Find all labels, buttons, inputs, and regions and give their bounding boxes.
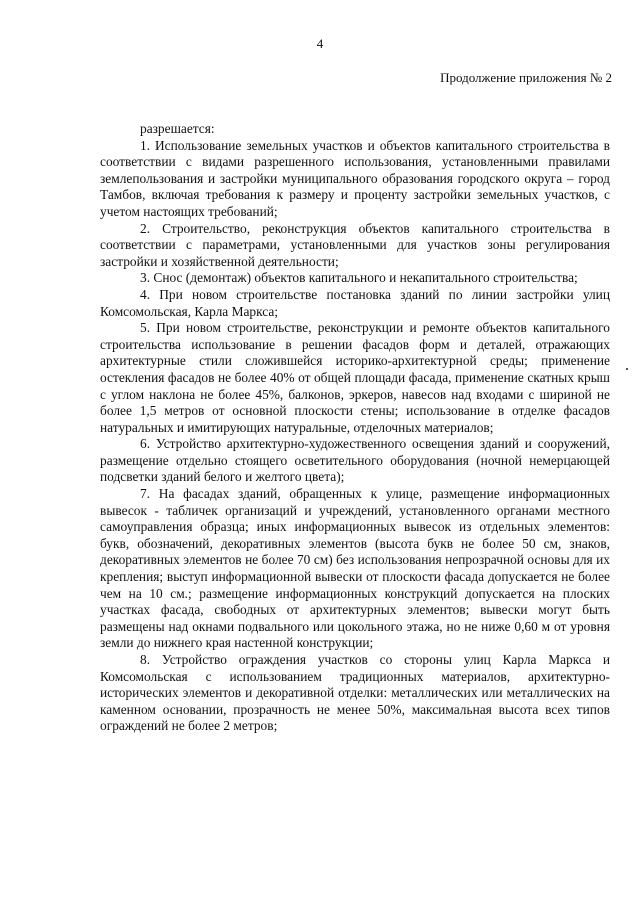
- page-number: 4: [316, 36, 324, 51]
- intro-line: разрешается:: [140, 121, 215, 136]
- document-body: [100, 121, 610, 735]
- list-item-3: 3. Снос (демонтаж) объектов капитального и некапитального строительства;: [140, 270, 578, 286]
- list-item-8: 8. Устройство ограждения участков со стороны улиц Карла Маркса и Комсомольская с использованием традиционных материалов, архитектурно-исторических элементов и декоративной отделки: металлических или металлических на каменном основании, прозрачность не менее 50%, максимальная высота всех типов ограждений не более 2 метров;: [100, 652, 610, 734]
- list-item-2: 2. Строительство, реконструкция объектов капитального строительства в соответствии с параметрами, установленными для участков зоны регулирования застройки и хозяйственной деятельности;: [100, 220, 610, 269]
- list-item-4: 4. При новом строительстве постановка зданий по линии застройки улиц Комсомольская, Карла Маркса;: [100, 286, 610, 319]
- list-item-7: 7. На фасадах зданий, обращенных к улице, размещение информационных вывесок - табличек организаций и учреждений, установленного органами местного самоуправления образца; иных информационных вывесок из отдельных элементов: букв, обозначений, декоративных элементов (высота букв не более 50 см, знаков, декоративных элементов не более 70 см) без использования непрозрачной основы для их крепления; выступ информационной вывески от плоскости фасада допускается не более чем на 10 см.; размещение информационных конструкций допускается на плоских участках фасада, свободных от архитектурных элементов; вывески могут быть размещены над окнами подвального или цокольного этажа, но не ниже 0,60 м от уровня земли до нижнего края настенной конструкции;: [100, 486, 610, 651]
- list-item-6: 6. Устройство архитектурно-художественного освещения зданий и сооружений, размещение отдельно стоящего осветительного оборудования (ночной немерцающей подсветки зданий белого и желтого цвета);: [100, 436, 610, 485]
- list-item-1: 1. Использование земельных участков и объектов капитального строительства в соответствии с видами разрешенного использования, установленными правилами землепользования и застройки муниципального образования городского округа – город Тамбов, включая требования к размеру и проценту застройки земельных участков, с учетом настоящих требований;: [100, 137, 610, 219]
- appendix-continuation-note: Продолжение приложения № 2: [440, 70, 612, 85]
- scan-speck: [626, 368, 628, 370]
- list-item-5: 5. При новом строительстве, реконструкции и ремонте объектов капитального строительства использование в решении фасадов форм и деталей, отражающих архитектурные стили сложившейся историко-архитектурной среды; применение остекления фасадов не более 40% от общей площади фасада, применение скатных крыш с углом наклона не более 45%, балконов, эркеров, навесов над входами с шириной не более 1,5 метров от основной плоскости стены; использование в отделке фасадов натуральных и имитирующих натуральные, отделочных материалов;: [100, 320, 610, 435]
